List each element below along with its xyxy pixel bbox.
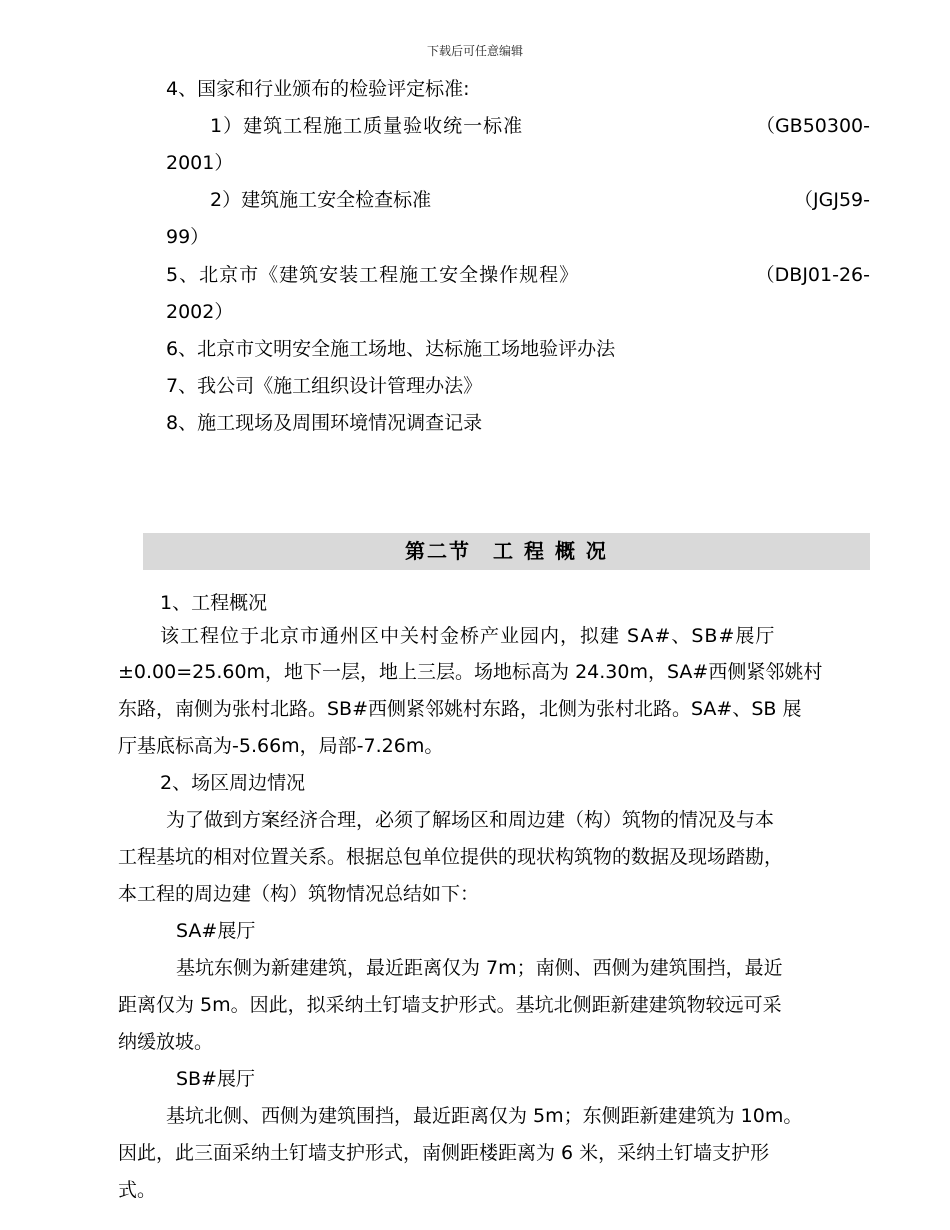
sb-hall-title: SB#展厅 (176, 1068, 256, 1090)
standard-sub-2-code: （JGJ59- (794, 189, 870, 211)
standard-item-4: 4、国家和行业颁布的检验评定标准: (166, 78, 470, 100)
sa-hall-line1: 基坑东侧为新建建筑，最近距离仅为 7m；南侧、西侧为建筑围挡，最近 (176, 957, 783, 979)
page-header: 下载后可任意编辑 (426, 44, 523, 58)
overview-p1-line4: 厅基底标高为-5.66m，局部-7.26m。 (118, 735, 444, 757)
sb-hall-line1: 基坑北侧、西侧为建筑围挡，最近距离仅为 5m；东侧距新建建筑为 10m。 (166, 1105, 803, 1127)
overview-p1-line1: 该工程位于北京市通州区中关村金桥产业园内，拟建 SA#、SB#展厅 (160, 625, 776, 647)
standard-item-5-code: （DBJ01-26- (755, 264, 870, 286)
overview-heading-2: 2、场区周边情况 (160, 772, 306, 794)
overview-p2-line3: 本工程的周边建（构）筑物情况总结如下： (118, 883, 480, 905)
standard-sub-1-code: （GB50300- (755, 115, 870, 137)
standard-item-5-text: 5、北京市《建筑安装工程施工安全操作规程》 (166, 264, 580, 286)
standard-item-5-code-cont: 2002） (166, 301, 234, 323)
standard-sub-1-text: 1）建筑工程施工质量验收统一标准 (210, 115, 524, 137)
standard-item-8: 8、施工现场及周围环境情况调查记录 (166, 412, 483, 434)
standard-item-7: 7、我公司《施工组织设计管理办法》 (166, 375, 483, 397)
section-heading-bar (143, 533, 870, 570)
overview-p2-line2: 工程基坑的相对位置关系。根据总包单位提供的现状构筑物的数据及现场踏勘， (118, 846, 784, 868)
overview-p1-line2: ±0.00=25.60m，地下一层，地上三层。场地标高为 24.30m，SA#西侧紧邻姚村 (118, 661, 823, 683)
overview-heading-1: 1、工程概况 (160, 592, 268, 614)
sa-hall-line2: 距离仅为 5m。因此，拟采纳土钉墙支护形式。基坑北侧距新建建筑物较远可采 (118, 994, 782, 1016)
sb-hall-line3: 式。 (118, 1179, 157, 1201)
sa-hall-line3: 纳缓放坡。 (118, 1031, 214, 1053)
standard-sub-2-code-cont: 99） (166, 226, 210, 248)
sb-hall-line2: 因此，此三面采纳土钉墙支护形式，南侧距楼距离为 6 米，采纳土钉墙支护形 (118, 1142, 770, 1164)
overview-p2-line1: 为了做到方案经济合理，必须了解场区和周边建（构）筑物的情况及与本 (166, 809, 775, 831)
standard-item-6: 6、北京市文明安全施工场地、达标施工场地验评办法 (166, 338, 616, 360)
sa-hall-title: SA#展厅 (176, 920, 256, 942)
section-title: 第二节 工 程 概 况 (405, 539, 608, 563)
standard-sub-1-code-cont: 2001） (166, 152, 234, 174)
overview-p1-line3: 东路，南侧为张村北路。SB#西侧紧邻姚村东路，北侧为张村北路。SA#、SB 展 (118, 698, 802, 720)
standard-sub-2-text: 2）建筑施工安全检查标准 (210, 189, 432, 211)
